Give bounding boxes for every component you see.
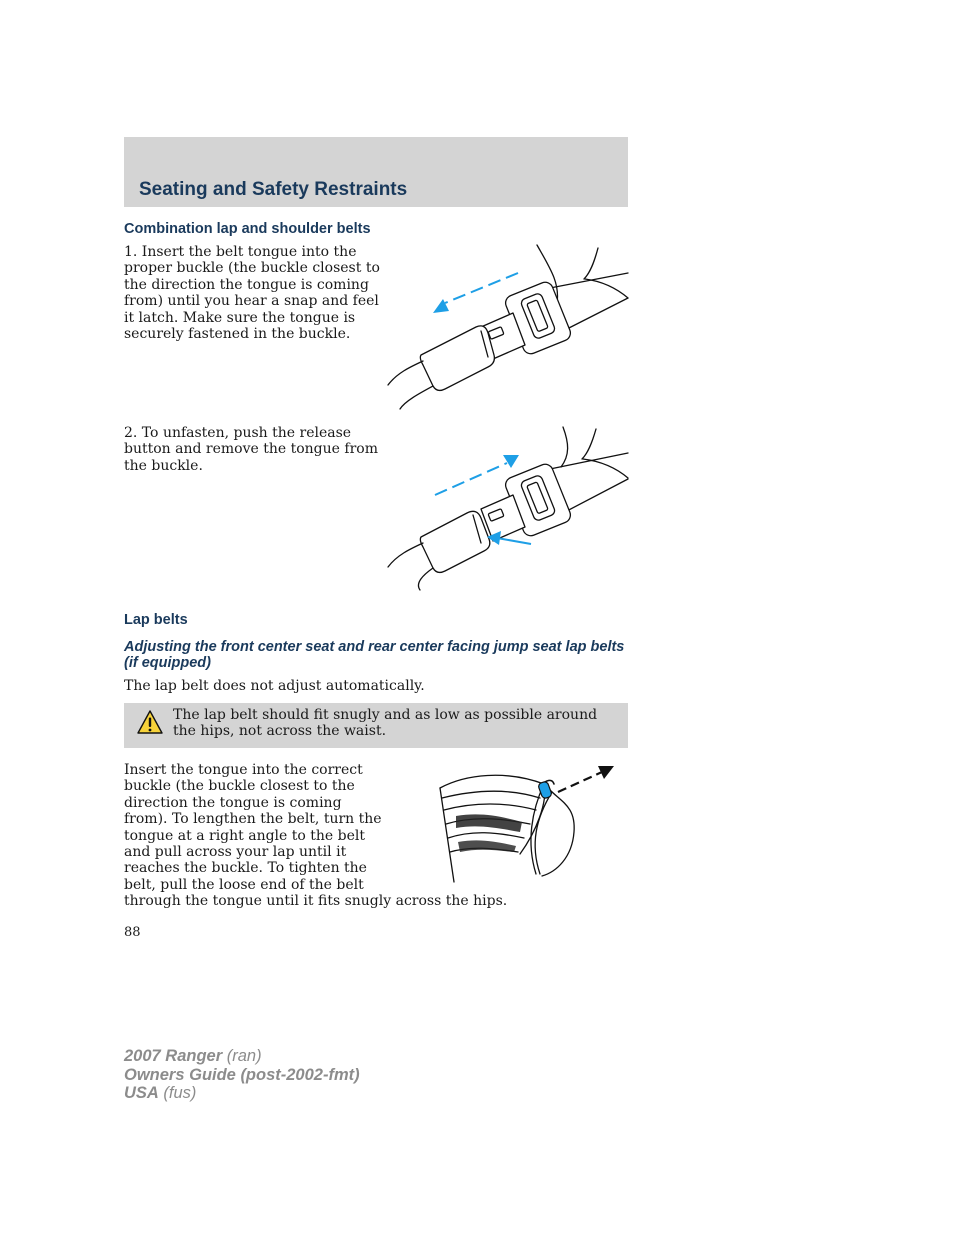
page-number: 88	[124, 925, 141, 940]
section-title: Seating and Safety Restraints	[139, 179, 408, 200]
adjusting-lap-belts-subheading: Adjusting the front center seat and rear center facing jump seat lap belts (if equipped)	[124, 639, 625, 671]
fasten-belt-illustration	[385, 243, 630, 413]
lap-belt-illustration	[436, 762, 616, 888]
footer-line-3	[124, 1084, 360, 1103]
warning-triangle-icon	[137, 709, 163, 735]
footer-line-1	[124, 1047, 360, 1066]
lap-belts-heading: Lap belts	[124, 612, 188, 628]
step-1-text: 1. Insert the belt tongue into the proper buckle (the buckle closest to the direction the tongue is coming from) until you hear a snap and feel it latch. Make sure the tongue is securely fastened in the buckle.	[124, 244, 380, 343]
combination-belts-heading: Combination lap and shoulder belts	[124, 221, 371, 237]
footer-model-code: (ran)	[222, 1047, 262, 1065]
footer	[124, 1047, 360, 1103]
step-2-text: 2. To unfasten, push the release button and remove the tongue from the buckle.	[124, 425, 378, 474]
section-header	[124, 137, 628, 207]
footer-guide: Owners Guide (post-2002-fmt)	[124, 1065, 360, 1084]
lap-belt-intro-text: The lap belt does not adjust automatically.	[124, 678, 425, 694]
lap-belt-instructions-tail: through the tongue until it fits snugly across the hips.	[124, 893, 508, 909]
footer-line-2	[124, 1066, 360, 1085]
footer-model: 2007 Ranger	[124, 1047, 223, 1065]
warning-box	[124, 703, 628, 748]
footer-market-code: (fus)	[158, 1084, 197, 1102]
unfasten-belt-illustration	[385, 423, 630, 593]
lap-belt-instructions-text: Insert the tongue into the correct buckle (the buckle closest to the direction the tongue is coming from). To lengthen the belt, turn the tongue at a right angle to the belt and pull across your lap until it reaches the buckle. To tighten the belt, pull the loose end of the belt	[124, 762, 382, 893]
warning-text: The lap belt should fit snugly and as low as possible around the hips, not across the waist.	[173, 707, 598, 740]
footer-market: USA	[124, 1084, 159, 1102]
